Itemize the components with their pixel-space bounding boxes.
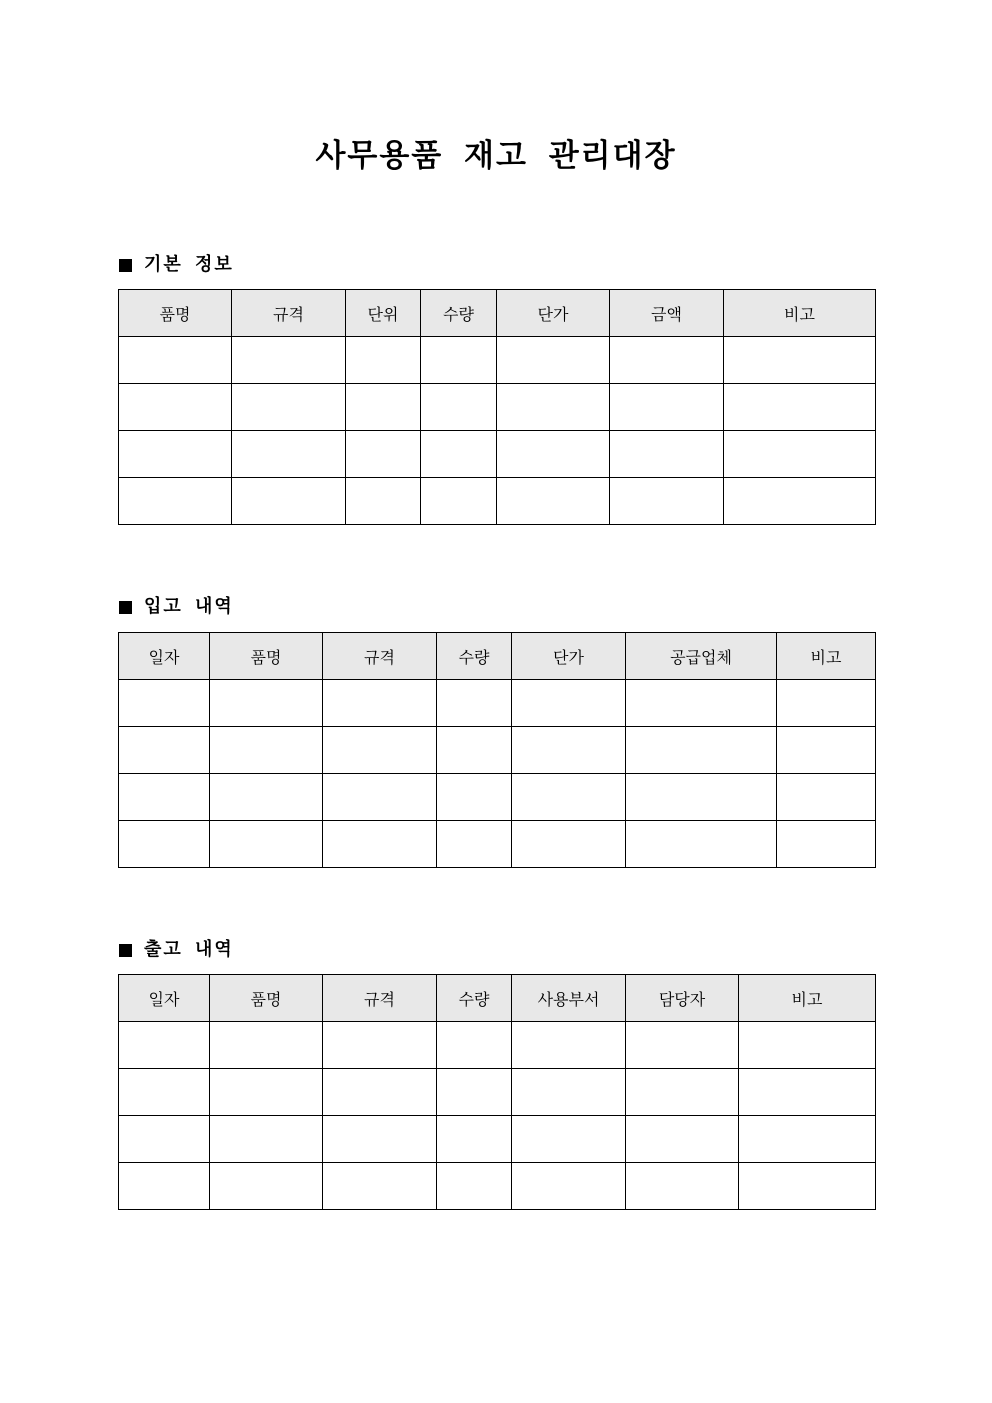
table-cell[interactable] bbox=[323, 1163, 437, 1210]
section-heading-outbound bbox=[119, 937, 234, 963]
table-cell[interactable] bbox=[437, 1022, 512, 1069]
table-cell[interactable] bbox=[210, 1163, 323, 1210]
table-cell[interactable] bbox=[724, 384, 876, 431]
table-row bbox=[119, 1069, 876, 1116]
table-cell[interactable] bbox=[421, 337, 497, 384]
table-cell[interactable] bbox=[119, 727, 210, 774]
table-cell[interactable] bbox=[323, 1116, 437, 1163]
table-cell[interactable] bbox=[724, 337, 876, 384]
table-row bbox=[119, 680, 876, 727]
table-cell[interactable] bbox=[346, 478, 421, 525]
table-cell[interactable] bbox=[119, 1022, 210, 1069]
table-cell[interactable] bbox=[437, 821, 512, 868]
table-cell[interactable] bbox=[437, 1163, 512, 1210]
column-header-supplier: 공급업체 bbox=[626, 633, 777, 680]
table-cell[interactable] bbox=[323, 821, 437, 868]
page-title: 사무용품 재고 관리대장 bbox=[315, 138, 677, 174]
table-cell[interactable] bbox=[626, 1022, 739, 1069]
column-header-person-in-charge: 담당자 bbox=[626, 975, 739, 1022]
table-row bbox=[119, 821, 876, 868]
table-cell[interactable] bbox=[119, 384, 232, 431]
table-cell[interactable] bbox=[512, 1022, 626, 1069]
table-cell[interactable] bbox=[210, 1116, 323, 1163]
column-header-remarks: 비고 bbox=[739, 975, 876, 1022]
table-cell[interactable] bbox=[119, 478, 232, 525]
table-cell[interactable] bbox=[232, 478, 346, 525]
table-cell[interactable] bbox=[437, 680, 512, 727]
table-cell[interactable] bbox=[512, 774, 626, 821]
table-cell[interactable] bbox=[119, 1069, 210, 1116]
table-cell[interactable] bbox=[777, 774, 876, 821]
table-cell[interactable] bbox=[739, 1069, 876, 1116]
table-cell[interactable] bbox=[626, 1116, 739, 1163]
table-cell[interactable] bbox=[512, 1116, 626, 1163]
table-cell[interactable] bbox=[210, 1022, 323, 1069]
table-cell[interactable] bbox=[724, 431, 876, 478]
table-cell[interactable] bbox=[512, 1163, 626, 1210]
column-header-spec: 규격 bbox=[323, 633, 437, 680]
table-cell[interactable] bbox=[346, 431, 421, 478]
basic-info-table bbox=[118, 289, 876, 525]
section-heading-inbound bbox=[119, 594, 234, 620]
table-cell[interactable] bbox=[610, 478, 724, 525]
table-cell[interactable] bbox=[119, 680, 210, 727]
table-row bbox=[119, 774, 876, 821]
table-cell[interactable] bbox=[777, 727, 876, 774]
column-header-remarks: 비고 bbox=[724, 290, 876, 337]
section-label: 입고 내역 bbox=[144, 596, 234, 617]
table-cell[interactable] bbox=[777, 680, 876, 727]
table-cell[interactable] bbox=[346, 337, 421, 384]
table-header-row bbox=[119, 290, 876, 337]
table-cell[interactable] bbox=[497, 431, 610, 478]
table-cell[interactable] bbox=[626, 1163, 739, 1210]
table-cell[interactable] bbox=[610, 384, 724, 431]
column-header-unit-price: 단가 bbox=[497, 290, 610, 337]
table-cell[interactable] bbox=[724, 478, 876, 525]
table-cell[interactable] bbox=[497, 384, 610, 431]
table-cell[interactable] bbox=[739, 1022, 876, 1069]
table-row bbox=[119, 1116, 876, 1163]
table-cell[interactable] bbox=[210, 774, 323, 821]
table-cell[interactable] bbox=[437, 774, 512, 821]
table-cell[interactable] bbox=[437, 727, 512, 774]
column-header-unit: 단위 bbox=[346, 290, 421, 337]
table-cell[interactable] bbox=[626, 680, 777, 727]
table-cell[interactable] bbox=[512, 727, 626, 774]
column-header-quantity: 수량 bbox=[421, 290, 497, 337]
column-header-item-name: 품명 bbox=[119, 290, 232, 337]
table-row bbox=[119, 478, 876, 525]
table-cell[interactable] bbox=[119, 774, 210, 821]
table-cell[interactable] bbox=[119, 337, 232, 384]
column-header-remarks: 비고 bbox=[777, 633, 876, 680]
column-header-item-name: 품명 bbox=[210, 975, 323, 1022]
table-cell[interactable] bbox=[610, 431, 724, 478]
table-header-row bbox=[119, 633, 876, 680]
outbound-table bbox=[118, 974, 876, 1210]
table-cell[interactable] bbox=[232, 431, 346, 478]
table-cell[interactable] bbox=[512, 1069, 626, 1116]
column-header-item-name: 품명 bbox=[210, 633, 323, 680]
table-cell[interactable] bbox=[323, 727, 437, 774]
column-header-unit-price: 단가 bbox=[512, 633, 626, 680]
table-cell[interactable] bbox=[626, 1069, 739, 1116]
table-cell[interactable] bbox=[210, 727, 323, 774]
table-cell[interactable] bbox=[497, 478, 610, 525]
square-bullet-icon bbox=[119, 944, 132, 957]
square-bullet-icon bbox=[119, 259, 132, 272]
table-cell[interactable] bbox=[777, 821, 876, 868]
table-cell[interactable] bbox=[421, 384, 497, 431]
column-header-quantity: 수량 bbox=[437, 975, 512, 1022]
table-row bbox=[119, 337, 876, 384]
table-cell[interactable] bbox=[323, 1022, 437, 1069]
table-cell[interactable] bbox=[210, 680, 323, 727]
table-cell[interactable] bbox=[323, 680, 437, 727]
column-header-spec: 규격 bbox=[323, 975, 437, 1022]
table-row bbox=[119, 727, 876, 774]
section-heading-basic bbox=[119, 252, 234, 278]
table-cell[interactable] bbox=[421, 431, 497, 478]
table-cell[interactable] bbox=[323, 774, 437, 821]
column-header-spec: 규격 bbox=[232, 290, 346, 337]
table-cell[interactable] bbox=[739, 1116, 876, 1163]
table-cell[interactable] bbox=[421, 478, 497, 525]
table-cell[interactable] bbox=[119, 431, 232, 478]
table-cell[interactable] bbox=[739, 1163, 876, 1210]
table-row bbox=[119, 431, 876, 478]
table-cell[interactable] bbox=[626, 821, 777, 868]
table-cell[interactable] bbox=[626, 774, 777, 821]
table-cell[interactable] bbox=[512, 680, 626, 727]
table-cell[interactable] bbox=[119, 1163, 210, 1210]
table-cell[interactable] bbox=[232, 384, 346, 431]
table-cell[interactable] bbox=[232, 337, 346, 384]
column-header-amount: 금액 bbox=[610, 290, 724, 337]
table-row bbox=[119, 384, 876, 431]
table-header-row bbox=[119, 975, 876, 1022]
table-cell[interactable] bbox=[626, 727, 777, 774]
table-cell[interactable] bbox=[119, 1116, 210, 1163]
table-cell[interactable] bbox=[210, 1069, 323, 1116]
column-header-date: 일자 bbox=[119, 633, 210, 680]
table-cell[interactable] bbox=[497, 337, 610, 384]
inbound-table bbox=[118, 632, 876, 868]
table-cell[interactable] bbox=[346, 384, 421, 431]
table-row bbox=[119, 1022, 876, 1069]
square-bullet-icon bbox=[119, 601, 132, 614]
table-cell[interactable] bbox=[119, 821, 210, 868]
table-cell[interactable] bbox=[323, 1069, 437, 1116]
table-cell[interactable] bbox=[610, 337, 724, 384]
column-header-quantity: 수량 bbox=[437, 633, 512, 680]
table-cell[interactable] bbox=[210, 821, 323, 868]
column-header-department: 사용부서 bbox=[512, 975, 626, 1022]
table-cell[interactable] bbox=[437, 1069, 512, 1116]
section-label: 기본 정보 bbox=[144, 254, 234, 275]
table-row bbox=[119, 1163, 876, 1210]
table-cell[interactable] bbox=[512, 821, 626, 868]
section-label: 출고 내역 bbox=[144, 939, 234, 960]
column-header-date: 일자 bbox=[119, 975, 210, 1022]
table-cell[interactable] bbox=[437, 1116, 512, 1163]
